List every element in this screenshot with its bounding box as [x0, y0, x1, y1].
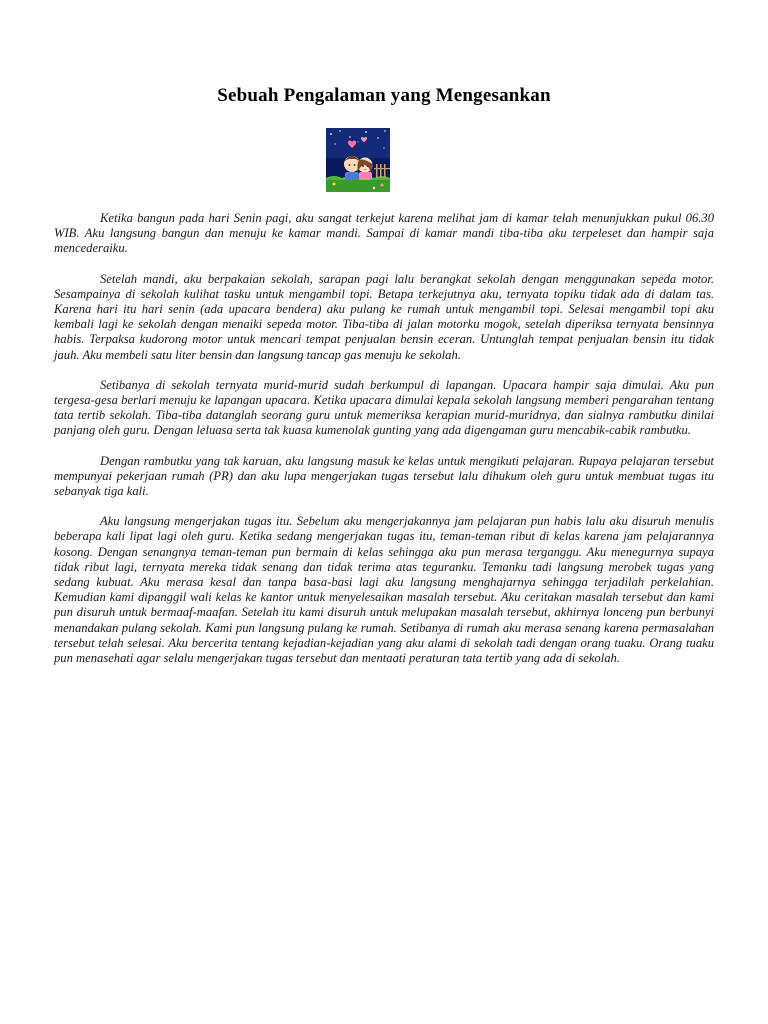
essay-body [54, 211, 714, 681]
page-title: Sebuah Pengalaman yang Mengesankan [217, 85, 551, 106]
couple-night-sky-illustration [326, 128, 390, 192]
paragraph: Setelah mandi, aku berpakaian sekolah, sarapan pagi lalu berangkat sekolah dengan menggunakan sepeda motor. Sesampainya di sekolah kulihat tasku untuk mengambil topi. Betapa terkejutnya aku, ternyata topiku tidak ada di dalam tas. Karena hari itu hari senin (ada upacara bendera) aku pulang ke rumah untuk mengambil topi. Selesai mengambil topi aku kembali lagi ke sekolah dengan menaiki sepeda motor. Tiba-tiba di jalan motorku mogok, setelah diperiksa ternyata bensinnya habis. Terpaksa kudorong motor untuk mencari tempat penjualan bensin eceran. Untunglah tempat penjualan bensin itu tidak jauh. Aku membeli satu liter bensin dan langsung tancap gas menuju ke sekolah. [54, 271, 714, 362]
paragraph: Ketika bangun pada hari Senin pagi, aku sangat terkejut karena melihat jam di kamar telah menunjukkan pukul 06.30 WIB. Aku langsung bangun dan menuju ke kamar mandi. Sampai di kamar mandi tiba-tiba aku terpeleset dan hampir saja mencederaiku. [54, 211, 714, 256]
paragraph: Aku langsung mengerjakan tugas itu. Sebelum aku mengerjakannya jam pelajaran pun habis lalu aku disuruh menulis beberapa kali lipat lagi oleh guru. Ketika sedang mengerjakan tugas itu, teman-teman ribut di kelas karena jam pelajarannya kosong. Dengan senangnya teman-teman pun bermain di kelas sehingga aku pun merasa terganggu. Aku menegurnya supaya tidak ribut lagi, ternyata mereka tidak senang dan tidak terima atas teguranku. Temanku tadi langsung merobek tugas yang sedang kubuat. Aku merasa kesal dan tanpa basa-basi lagi aku langsung menghajarnya sehingga terjadilah perkelahian. Kemudian kami dipanggil wali kelas ke kantor untuk menyelesaikan masalah tersebut. Aku ceritakan masalah tersebut dan kami pun disuruh untuk bermaaf-maafan. Setelah itu kami disuruh untuk melupakan masalah tersebut, akhirnya lonceng pun berbunyi menandakan pulang sekolah. Kami pun langsung pulang ke rumah. Setibanya di rumah aku merasa senang karena permasalahan tersebut telah selesai. Aku bercerita tentang kejadian-kejadian yang aku alami di sekolah tadi dengan orang tuaku. Orang tuaku pun menasehati agar selalu mengerjakan tugas tersebut dan mentaati peraturan tata tertib yang ada di sekolah. [54, 514, 714, 666]
paragraph: Dengan rambutku yang tak karuan, aku langsung masuk ke kelas untuk mengikuti pelajaran. Rupaya pelajaran tersebut mempunyai pekerjaan rumah (PR) dan aku lupa mengerjakan tugas tersebut lalu dihukum oleh guru untuk membuat tugas itu sebanyak tiga kali. [54, 453, 714, 499]
paragraph: Setibanya di sekolah ternyata murid-murid sudah berkumpul di lapangan. Upacara hampir saja dimulai. Aku pun tergesa-gesa berlari menuju ke lapangan upacara. Ketika upacara dimulai kepala sekolah langsung memberi pengarahan tentang tata tertib sekolah. Tiba-tiba datanglah seorang guru untuk memeriksa kerapian murid-muridnya, dan sialnya rambutku dinilai panjang oleh guru. Dengan leluasa serta tak kuasa kumenolak gunting yang ada digengaman guru mencabik-cabik rambutku. [54, 377, 714, 438]
